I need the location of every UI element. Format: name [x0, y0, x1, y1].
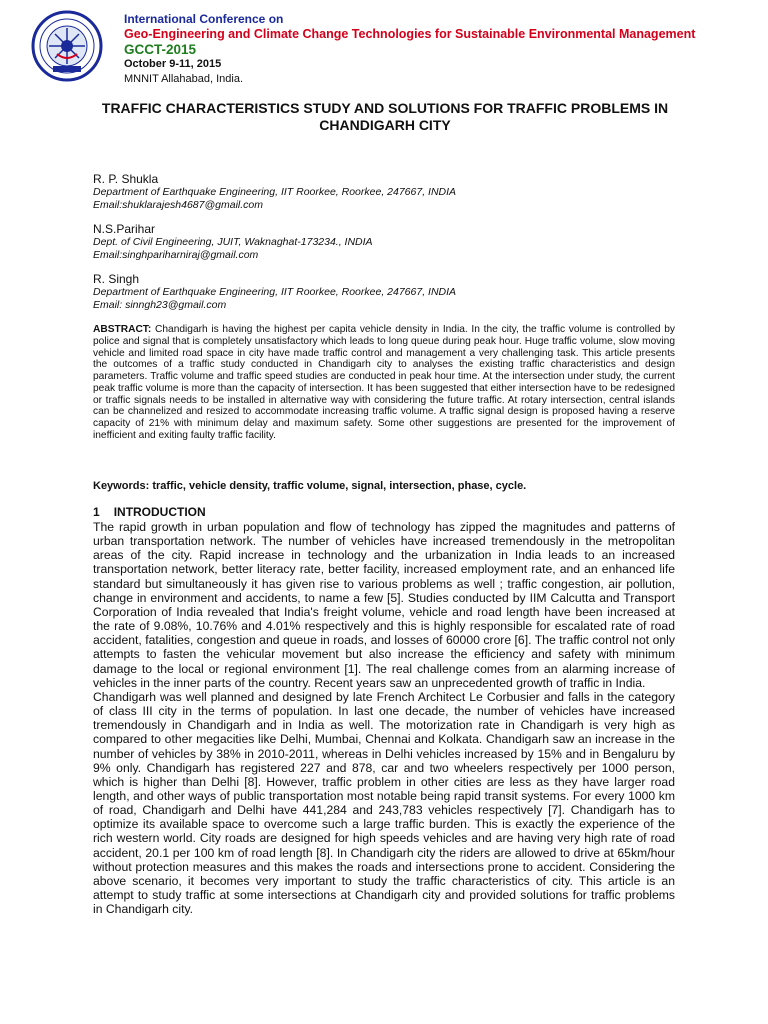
conference-name: Geo-Engineering and Climate Change Technologies for Sustainable Environmental Management: [124, 27, 696, 41]
paragraph: Chandigarh was well planned and designed by late French Architect Le Corbusier and falls in the category of class III city in the terms of population. In last one decade, the number of vehicles have increased tremendously in Chandigarh and in India as well. The motorization rate in Chandigarh is very high as compared to other megacities like Delhi, Mumbai, Chennai and Kolkata. Chandigarh saw an increase in the number of vehicles by 38% in 2010-2011, whereas in Delhi vehicles increased by 15% and in Bengaluru by 9% only. Chandigarh has registered 227 and 878, car and two wheelers respectively per 1000 person, which is higher than Delhi [8]. However, traffic problem in other cities are less as they have larger road length, and other ways of public transportation most notable being rapid transit systems. For every 1000 km of road, Chandigarh and Delhi have 441,284 and 243,783 vehicles respectively [7]. Chandigarh has to optimize its available space to overcome such a large traffic burden. This is exactly the experience of the rich western world. City roads are designed for high speeds vehicles and are having very high rate of road accident, 20.1 per 100 km of road length [8]. In Chandigarh city the riders are allowed to drive at 65km/hour without protection measures and this makes the roads and intersections prone to accident. Considering the above scenario, it becomes very important to study the traffic characteristics of city. This article is an attempt to study traffic at some intersections at Chandigarh city and provided solutions for traffic problems in Chandigarh city.: [93, 689, 675, 917]
keywords: [93, 480, 693, 492]
author-email: Email: sinngh23@gmail.com: [93, 299, 227, 311]
author-block: [93, 172, 693, 212]
author-block: [93, 222, 693, 262]
author-email: Email:singhpariharniraj@gmail.com: [93, 249, 259, 261]
author-name: N.S.Parihar: [93, 222, 156, 236]
section-title: INTRODUCTION: [113, 505, 206, 519]
abstract: [93, 324, 675, 442]
author-affiliation: Dept. of Civil Engineering, JUIT, Waknaghat-173234., INDIA: [93, 236, 373, 248]
author-list: [93, 172, 693, 322]
conference-dates: October 9-11, 2015: [124, 58, 222, 70]
author-block: [93, 272, 693, 312]
conference-venue: MNNIT Allahabad, India.: [124, 73, 244, 85]
section-number: 1: [93, 505, 100, 519]
abstract-text: Chandigarh is having the highest per capita vehicle density in India. In the city, the traffic volume is controlled by police and signal that is completely unsatisfactory which leads to long queue during peak hour. Huge traffic volume, slow moving vehicle and limited road space in city have made traffic control and management a very challenging task. This article presents the outcomes of a traffic study conducted in Chandigarh city to analyses the existing traffic characteristics and design parameters. Traffic volume and traffic speed studies are conducted in peak hour time. At the intersection under study, the current peak traffic volume is more than the capacity of intersection. It has been suggested that either intersection have to be redesigned or traffic signals needs to be installed in alternative way with considering the future traffic. At rotary intersection, central islands can be channelized and resized to accommodate increasing traffic volume. A traffic signal design is proposed having a reserve capacity of 21% with minimum delay and maximum safety. Some other suggestions are presented for the improvement of inefficient and exiting faulty traffic facility.: [93, 324, 675, 441]
author-name: R. P. Shukla: [93, 172, 159, 186]
paragraph: The rapid growth in urban population and flow of technology has zipped the magnitudes and patterns of urban transportation network. The number of vehicles have increased tremendously in the metropolitan areas of the city. Rapid increase in technology and the urbanization in India leads to an increased transportation network, better literacy rate, better facility, increased employment rate, and an enhanced life standard but simultaneously it has given rise to various problems as well ; traffic congestion, air pollution, change in environment and accidents, to name a few [5]. Studies conducted by IIM Calcutta and Transport Corporation of India revealed that India's freight volume, vehicle and road length have been increased at the rate of 9.08%, 10.76% and 4.01% respectively and this is highly responsible for escalated rate of road accident, fatalities, congestion and queue in roads, and losses of 60000 crore [6]. The traffic control not only attempts to fasten the vehicular movement but also increase the efficiency and safety with minimum damage to the local or regional environment [1]. The real challenge comes from an alarming increase of vehicles in the inner parts of the country. Recent years saw an unprecedented growth of traffic in India.: [93, 520, 675, 690]
author-name: R. Singh: [93, 272, 140, 286]
keywords-label: Keywords:: [93, 480, 150, 492]
introduction-body: [93, 520, 675, 916]
keywords-text: traffic, vehicle density, traffic volume, signal, intersection, phase, cycle.: [152, 480, 527, 492]
conference-header: [124, 12, 695, 87]
author-affiliation: Department of Earthquake Engineering, IIT Roorkee, Roorkee, 247667, INDIA: [93, 286, 457, 298]
conference-acronym: GCCT-2015: [124, 42, 197, 57]
paper-title: TRAFFIC CHARACTERISTICS STUDY AND SOLUTIONS FOR TRAFFIC PROBLEMS IN CHANDIGARH CITY: [101, 100, 669, 133]
abstract-label: ABSTRACT:: [93, 324, 152, 335]
author-affiliation: Department of Earthquake Engineering, IIT Roorkee, Roorkee, 247667, INDIA: [93, 186, 457, 198]
conference-line-1: International Conference on: [124, 12, 284, 26]
author-email: Email:shuklarajesh4687@gmail.com: [93, 199, 263, 211]
institute-logo-icon: [31, 10, 103, 82]
section-heading: [93, 505, 206, 519]
